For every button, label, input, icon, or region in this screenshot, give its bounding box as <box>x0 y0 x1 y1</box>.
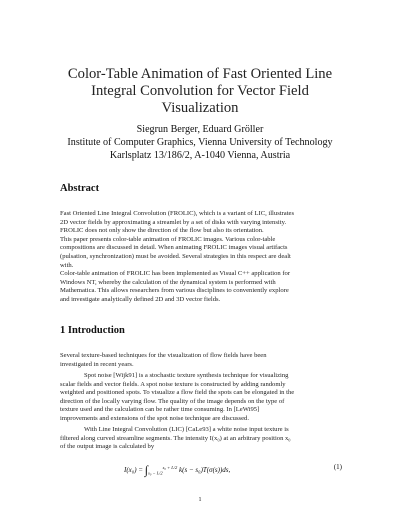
intro-paragraph-2 <box>60 372 342 424</box>
page-number: 1 <box>198 497 202 503</box>
abstract-line: Color-table animation of FROLIC has been implemented as Visual C++ application for <box>60 270 291 278</box>
intro-line: improvements and extensions of the spot noise technique are discussed. <box>60 414 249 422</box>
equation-body <box>124 463 230 478</box>
abstract-line: Fast Oriented Line Integral Convolution (FROLIC), which is a variant of LIC, illustrates <box>60 210 295 217</box>
author-block <box>40 123 360 162</box>
equation-integrand: k(s − s₀)T(σ(s))ds, <box>179 466 231 475</box>
intro-line: of the output image is calculated by <box>60 443 155 451</box>
abstract-line: This paper presents color-table animation of FROLIC images. Various color-table <box>60 235 276 243</box>
abstract-line: compositions are discussed in detail. When animating FROLIC images visual artifacts <box>60 244 288 252</box>
abstract-line: with. <box>60 261 74 269</box>
abstract-line: (pulsation, synchronization) must be avoided. Several strategies in this respect are dealt <box>60 252 291 260</box>
author-names: Siegrun Berger, Eduard Gröller <box>136 124 264 135</box>
abstract-line: 2D vector fields by approximating a streamlet by a set of disks with varying intensity. <box>60 218 287 226</box>
title-line: Visualization <box>161 100 239 116</box>
paper-title <box>40 66 360 117</box>
intro-line: investigated in recent years. <box>60 360 134 368</box>
equation-number: (1) <box>333 463 342 471</box>
equation-1 <box>60 461 342 477</box>
abstract-line: Mathematica. This allows researchers from various disciplines to conveniently explore <box>60 287 289 295</box>
intro-line: scalar fields and vector fields. A spot noise texture is constructed by adding randomly <box>60 380 286 388</box>
integral-upper-limit: s₀ + L/2 <box>162 464 178 470</box>
author-address: Karlsplatz 13/186/2, A-1040 Vienna, Austria <box>109 150 291 161</box>
intro-line: weighted and positioned spots. To visualize a flow field the spots can be elongated in the <box>60 389 295 397</box>
abstract-line: FROLIC does not only show the direction of the flow but also its orientation. <box>60 227 264 235</box>
intro-line: With Line Integral Convolution (LIC) [CaLe93] a white noise input texture is <box>84 426 289 433</box>
integral-lower-limit: s₀ − L/2 <box>148 470 163 476</box>
equation-lhs: I(x₀) = <box>124 466 144 475</box>
abstract-text <box>60 210 342 305</box>
intro-line: filtered along curved streamline segments. The intensity I(x₀) at an arbitrary position x₀ <box>60 434 291 442</box>
intro-line: direction of the locally varying flow. The quality of the image depends on the type of <box>60 397 285 405</box>
intro-paragraph-1 <box>60 352 342 369</box>
abstract-heading: Abstract <box>60 183 100 194</box>
intro-line: Several texture-based techniques for the visualization of flow fields have been <box>60 352 267 359</box>
section-heading-introduction: 1 Introduction <box>60 325 125 336</box>
intro-line: Spot noise [Wijk91] is a stochastic texture synthesis technique for visualizing <box>84 372 289 379</box>
intro-paragraph-3 <box>60 426 342 452</box>
title-line: Color-Table Animation of Fast Oriented Line <box>67 66 333 82</box>
abstract-line: Windows NT, whereby the calculation of the dynamical system is performed with <box>60 278 276 286</box>
intro-line: texture used and the calculation can be rather time consuming. In [LeWi95] <box>60 406 260 414</box>
title-line: Integral Convolution for Vector Field <box>91 83 309 99</box>
integral-sign: ∫ <box>144 463 149 477</box>
author-institute: Institute of Computer Graphics, Vienna University of Technology <box>67 137 333 148</box>
abstract-line: and investigate analytically defined 2D and 3D vector fields. <box>60 295 221 303</box>
